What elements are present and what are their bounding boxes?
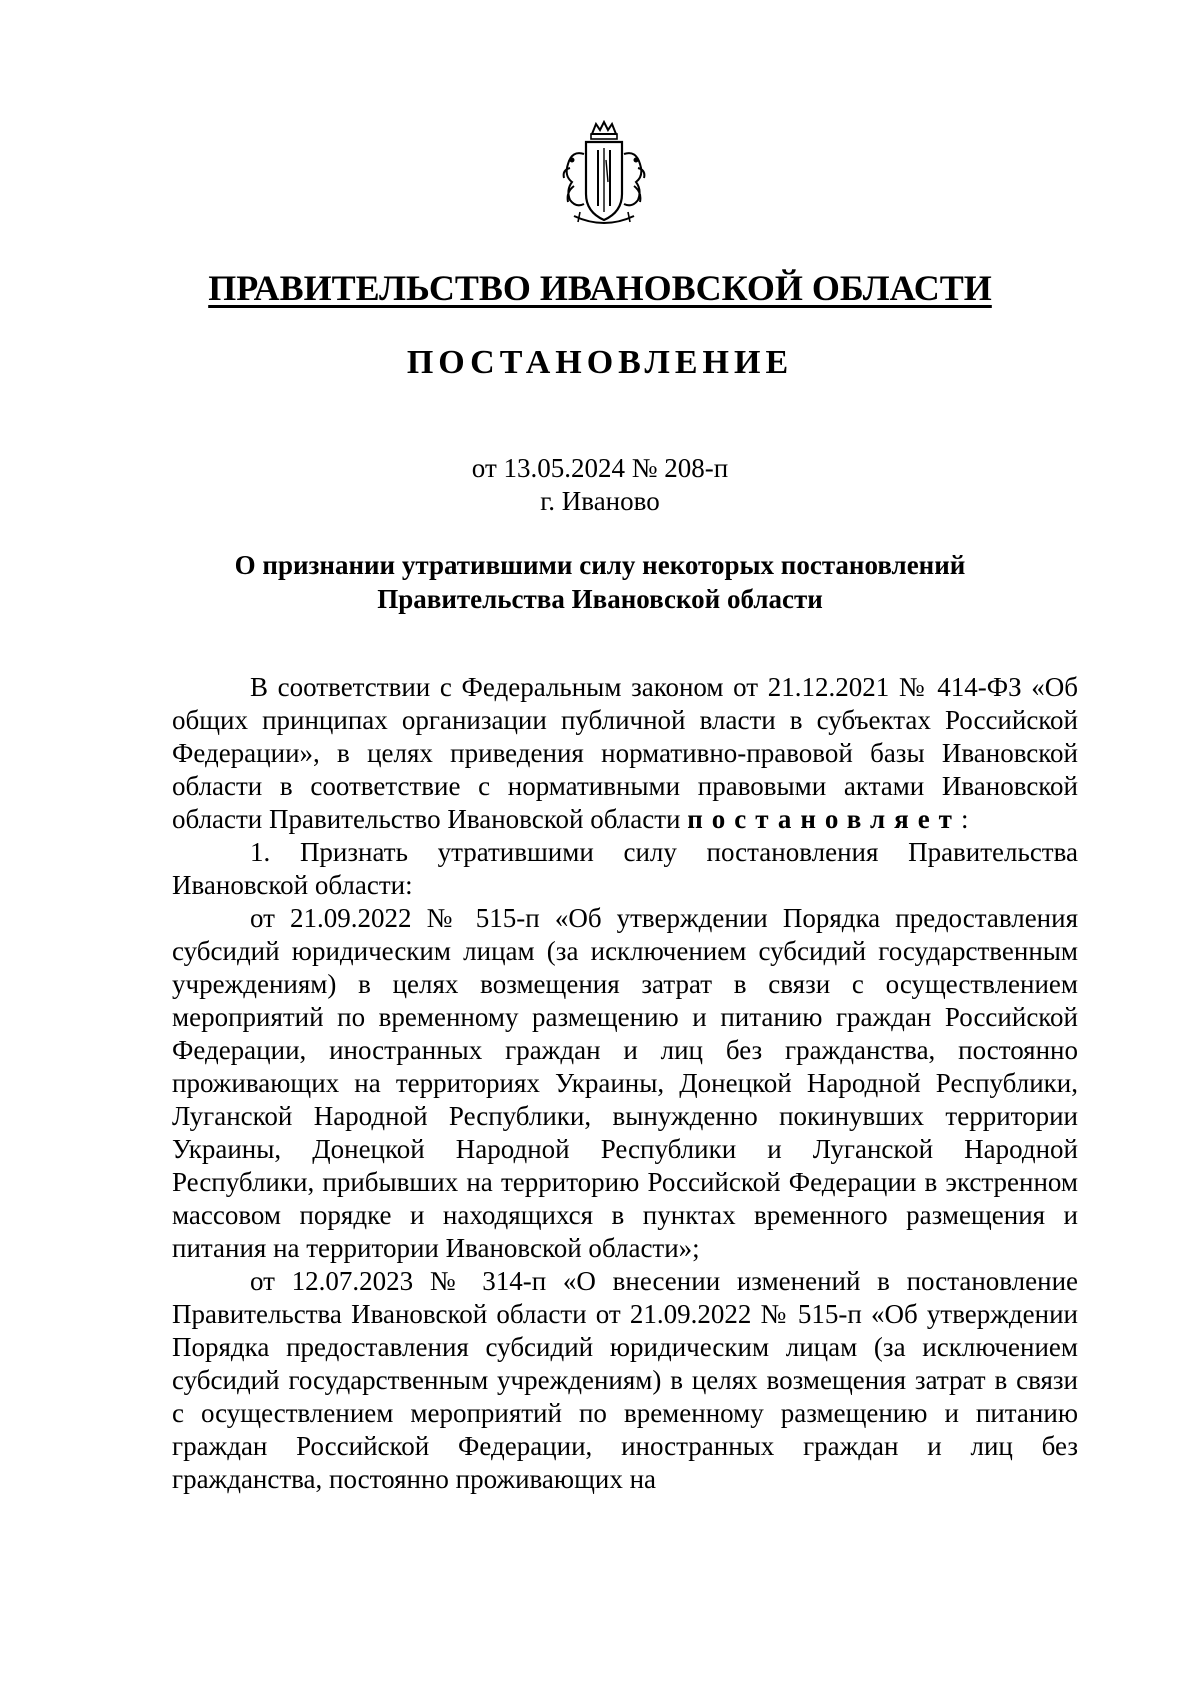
item-1-paragraph: 1. Признать утратившими силу постановления Правительства Ивановской области:	[172, 837, 1078, 900]
document-date-number: от 13.05.2024 № 208-п	[471, 453, 729, 483]
preamble-text: В соответствии с Федеральным законом от 21.12.2021 № 414-ФЗ «Об общих принципах организации публичной власти в субъектах Российской Федерации», в целях приведения нормативно-правовой базы Ивановской области в соответствие с нормативными правовыми актами Ивановской области Правительство Ивановской области	[172, 672, 1078, 834]
document-title-line-2: Правительства Ивановской области	[377, 584, 823, 614]
organization-name-text: ПРАВИТЕЛЬСТВО ИВАНОВСКОЙ ОБЛАСТИ	[208, 268, 992, 308]
document-title-line-1: О признании утратившими силу некоторых постановлений	[234, 550, 966, 580]
repealed-act-2: от 12.07.2023 № 314-п «О внесении изменений в постановление Правительства Ивановской области от 21.09.2022 № 515-п «Об утверждении Порядка предоставления субсидий юридическим лицам (за исключением субсидий государственным учреждениям) в целях возмещения затрат в связи с осуществлением мероприятий по временному размещению и питанию граждан Российской Федерации, иностранных граждан и лиц без гражданства, постоянно проживающих на	[172, 1266, 1078, 1494]
coat-of-arms-icon	[558, 120, 650, 230]
decree-colon: :	[960, 804, 969, 834]
document-city: г. Иваново	[540, 486, 660, 516]
document-type: ПОСТАНОВЛЕНИЕ	[406, 344, 794, 381]
document-title	[0, 548, 1200, 616]
preamble-paragraph	[172, 671, 1078, 836]
document-body	[172, 671, 1078, 1496]
repealed-act-1: от 21.09.2022 № 515-п «Об утверждении Порядка предоставления субсидий юридическим лицам (за исключением субсидий государственным учреждениям) в целях возмещения затрат в связи с осуществлением мероприятий по временному размещению и питанию граждан Российской Федерации, иностранных граждан и лиц без гражданства, постоянно проживающих на территориях Украины, Донецкой Народной Республики, Луганской Народной Республики, вынужденно покинувших территории Украины, Донецкой Народной Республики и Луганской Народной Республики, прибывших на территорию Российской Федерации в экстренном массовом порядке и находящихся в пунктах временного размещения и питания на территории Ивановской области»;	[172, 903, 1078, 1263]
organization-name	[0, 266, 1200, 310]
decree-word: постановляет	[687, 804, 961, 834]
